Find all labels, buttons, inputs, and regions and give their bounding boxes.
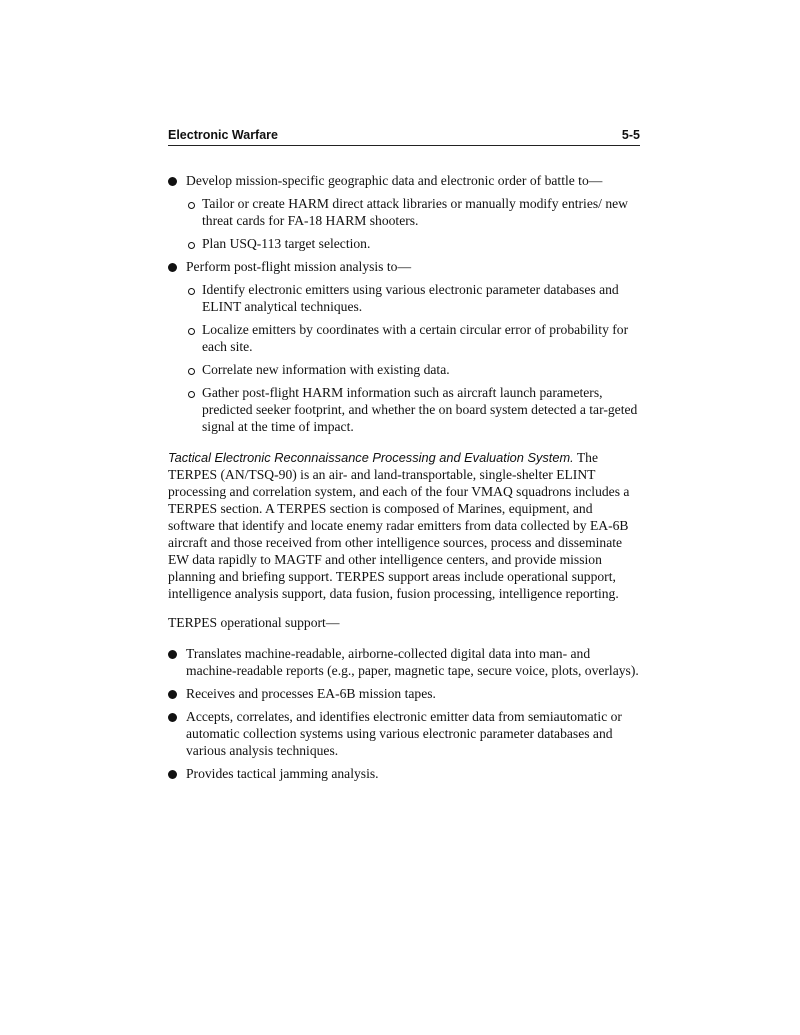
sub-list-item — [186, 281, 642, 315]
list-item-text: Provides tactical jamming analysis. — [186, 766, 379, 781]
list-item-text: Receives and processes EA-6B mission tapes. — [186, 686, 436, 701]
circle-bullet-icon — [188, 368, 195, 375]
sub-list-item — [186, 384, 642, 435]
bullet-icon — [168, 690, 177, 699]
bullet-icon — [168, 713, 177, 722]
list-item — [168, 645, 642, 679]
list-item-text: Develop mission-specific geographic data and electronic order of battle to— — [186, 173, 603, 188]
sub-list-item — [186, 235, 642, 252]
sub-list — [186, 281, 642, 435]
bullet-icon — [168, 650, 177, 659]
bullet-icon — [168, 177, 177, 186]
terpes-paragraph — [168, 449, 642, 602]
bullet-icon — [168, 770, 177, 779]
mission-task-list — [168, 172, 642, 435]
list-item-text: Translates machine-readable, airborne-collected digital data into man- and machine-readable reports (e.g., paper, magnetic tape, secure voice, plots, overlays). — [186, 646, 639, 678]
sub-list-item-text: Plan USQ-113 target selection. — [202, 236, 371, 251]
sub-list — [186, 195, 642, 252]
list-item — [168, 172, 642, 252]
sub-list-item-text: Identify electronic emitters using various electronic parameter databases and ELINT analytical techniques. — [202, 282, 619, 314]
list-item-text: Accepts, correlates, and identifies electronic emitter data from semiautomatic or automatic collection systems using various electronic parameter databases and various analysis techniques. — [186, 709, 622, 758]
list-item — [168, 708, 642, 759]
list-item — [168, 258, 642, 435]
sub-list-item — [186, 361, 642, 378]
bullet-icon — [168, 263, 177, 272]
header-title: Electronic Warfare — [168, 128, 278, 142]
sub-list-item-text: Gather post-flight HARM information such as aircraft launch parameters, predicted seeker footprint, and whether the on board system detected a tar-geted signal at the time of impact. — [202, 385, 638, 434]
sub-list-item-text: Localize emitters by coordinates with a certain circular error of probability for each site. — [202, 322, 629, 354]
list-item-text: Perform post-flight mission analysis to— — [186, 259, 412, 274]
sub-list-item-text: Correlate new information with existing data. — [202, 362, 450, 377]
list-item — [168, 685, 642, 702]
circle-bullet-icon — [188, 288, 195, 295]
circle-bullet-icon — [188, 328, 195, 335]
running-header — [168, 125, 640, 146]
paragraph-lead-in: Tactical Electronic Reconnaissance Processing and Evaluation System. — [168, 450, 574, 465]
paragraph-text: The TERPES (AN/TSQ-90) is an air- and land-transportable, single-shelter ELINT processing and correlation system, and each of the four VMAQ squadrons includes a TERPES section. A TERPES section is composed of Marines, equipment, and software that identify and locate enemy radar emitters from data collected by EA-6B aircraft and those received from other intelligence sources, process and disseminate EW data rapidly to MAGTF and other intelligence centers, and provide mission planning and briefing support. TERPES support areas include operational support, intelligence analysis support, data fusion, fusion processing, intelligence reporting. — [168, 450, 630, 601]
sub-list-item — [186, 195, 642, 229]
sub-list-item-text: Tailor or create HARM direct attack libraries or manually modify entries/ new threat cards for FA-18 HARM shooters. — [202, 196, 628, 228]
page-number: 5-5 — [621, 128, 640, 142]
operational-support-intro: TERPES operational support— — [168, 615, 340, 630]
circle-bullet-icon — [188, 391, 195, 398]
circle-bullet-icon — [188, 202, 195, 209]
list-item — [168, 765, 642, 782]
circle-bullet-icon — [188, 242, 195, 249]
operational-support-list — [168, 645, 642, 782]
page-body — [168, 172, 642, 788]
sub-list-item — [186, 321, 642, 355]
